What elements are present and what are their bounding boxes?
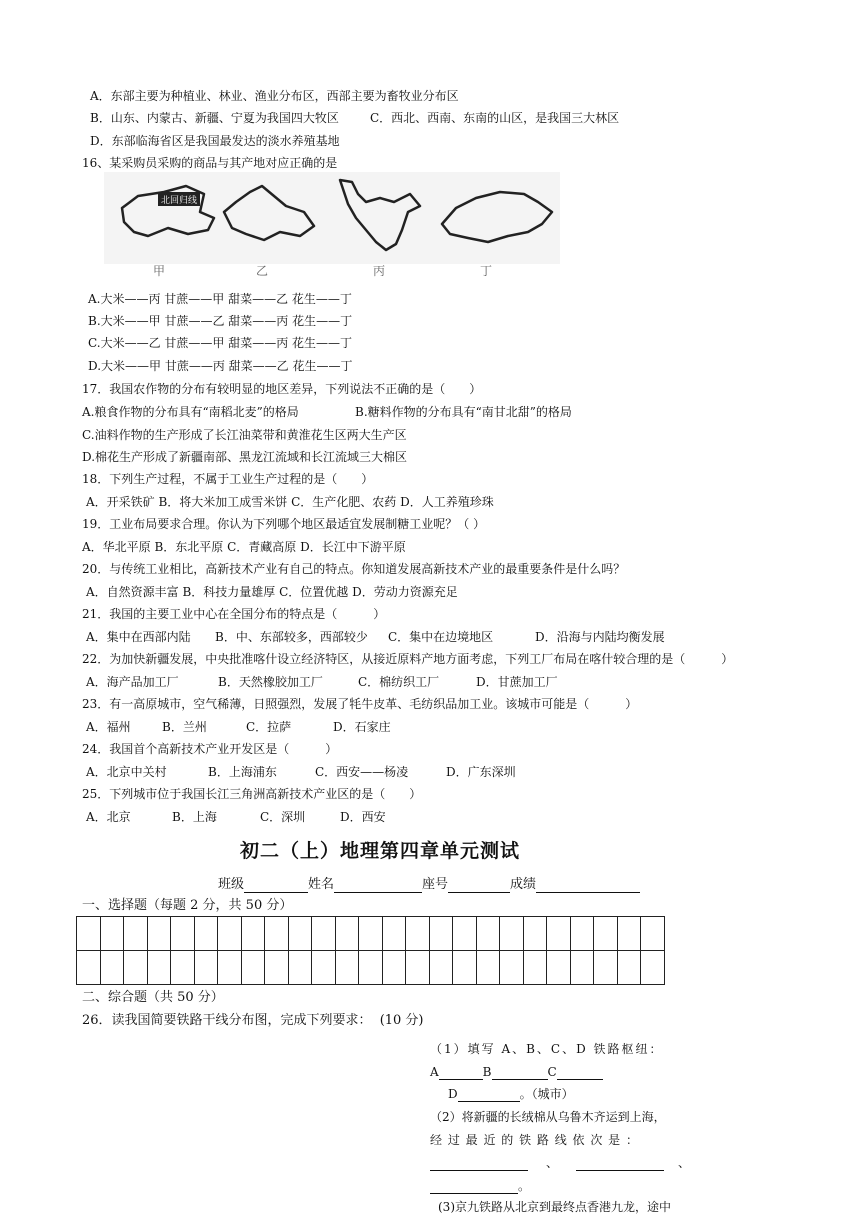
answer-cell[interactable] [241,917,265,951]
answer-cell[interactable] [500,951,524,985]
q16-option-b: B.大米——甲 甘蔗——乙 甜菜——丙 花生——丁 [88,314,353,328]
answer-cell[interactable] [570,951,594,985]
answer-cell[interactable] [523,917,547,951]
q22-option-c: C．棉纺织工厂 [358,675,440,689]
answer-cell[interactable] [617,917,641,951]
answer-cell[interactable] [265,917,289,951]
map-label-yi: 乙 [256,264,269,278]
answer-grid-row-1 [77,917,665,951]
province-map-ding [442,192,552,242]
q15-option-b: B．山东、内蒙古、新疆、宁夏为我国四大牧区 [90,111,339,125]
q17-option-c: C.油料作物的生产形成了长江油菜带和黄淮花生区两大生产区 [82,428,407,442]
map-label-bing: 丙 [373,264,386,278]
q24-option-d: D．广东深圳 [446,765,516,779]
answer-cell[interactable] [570,917,594,951]
answer-cell[interactable] [171,917,195,951]
answer-cell[interactable] [382,917,406,951]
answer-cell[interactable] [194,917,218,951]
q22-stem: 22．为加快新疆发展，中央批准喀什设立经济特区，从接近原料产地方面考虑，下列工厂布局在喀什较合理的是（ ） [82,652,734,666]
q25-stem: 25．下列城市位于我国长江三角洲高新技术产业区的是（ ） [82,787,422,801]
map-label-jia: 甲 [153,264,166,278]
answer-cell[interactable] [453,951,477,985]
q26-route-line-2 [430,1178,530,1194]
q26-hub-line-1 [430,1064,603,1080]
answer-cell[interactable] [476,951,500,985]
q26-stem-line [82,1013,424,1029]
q24-option-a: A．北京中关村 [86,765,167,779]
q21-option-b: B．中、东部较多，西部较少 [215,630,368,644]
q19-options: A．华北平原 B．东北平原 C．青藏高原 D．长江中下游平原 [82,540,406,554]
route-sep-2: 、 [678,1156,691,1170]
route-field-3[interactable] [430,1180,518,1194]
q22-option-d: D．甘蔗加工厂 [476,675,558,689]
answer-grid-row-2 [77,951,665,985]
q17-stem: 17．我国农作物的分布有较明显的地区差异，下列说法不正确的是（ ） [82,382,482,396]
hub-a-field[interactable] [439,1066,483,1080]
q16-option-d: D.大米——甲 甘蔗——丙 甜菜——乙 花生——丁 [88,359,353,373]
province-outline-maps [104,172,560,264]
answer-cell[interactable] [147,951,171,985]
q26-part3: (3)京九铁路从北京到最终点香港九龙，途中 [438,1200,671,1214]
q18-stem: 18．下列生产过程，不属于工业生产过程的是（ ） [82,472,374,486]
q15-option-c: C．西北、西南、东南的山区，是我国三大林区 [370,111,620,125]
answer-cell[interactable] [100,951,124,985]
answer-cell[interactable] [312,917,336,951]
answer-cell[interactable] [124,951,148,985]
q25-option-c: C．深圳 [260,810,306,824]
map-label-ding: 丁 [480,264,493,278]
q15-option-d: D．东部临海省区是我国最发达的淡水养殖基地 [90,134,340,148]
hub-c-field[interactable] [557,1066,603,1080]
seat-field[interactable] [448,879,510,893]
q26-route-line-1 [430,1155,690,1171]
student-info-line [218,877,640,893]
hub-a-label: A [430,1065,439,1079]
answer-cell[interactable] [77,951,101,985]
answer-cell[interactable] [77,917,101,951]
answer-cell[interactable] [429,951,453,985]
answer-cell[interactable] [359,917,383,951]
answer-cell[interactable] [218,917,242,951]
q26-stem: 26．读我国简要铁路干线分布图，完成下列要求： [82,1013,372,1028]
q25-option-d: D．西安 [340,810,386,824]
answer-cell[interactable] [406,917,430,951]
score-field[interactable] [536,879,640,893]
q23-option-a: A．福州 [86,720,131,734]
section2-heading: 二、综合题（共 50 分） [82,990,224,1005]
hub-c-label: C [547,1065,557,1079]
q20-options: A．自然资源丰富 B．科技力量雄厚 C．位置优越 D．劳动力资源充足 [86,585,458,599]
answer-cell[interactable] [288,917,312,951]
q17-option-b: B.糖料作物的分布具有“南甘北甜”的格局 [355,405,572,419]
route-field-1[interactable] [430,1157,528,1171]
answer-cell[interactable] [194,951,218,985]
answer-cell[interactable] [218,951,242,985]
q18-options: A．开采铁矿 B．将大米加工成雪米饼 C．生产化肥、农药 D．人工养殖珍珠 [86,495,494,509]
q26-points: (10 分) [379,1013,424,1028]
tropic-label: 北回归线 [160,196,198,206]
q26-hub-line-2 [448,1086,574,1102]
q17-option-a: A.粮食作物的分布具有“南稻北麦”的格局 [82,405,299,419]
answer-cell[interactable] [288,951,312,985]
q23-stem: 23．有一高原城市，空气稀薄，日照强烈，发展了牦牛皮革、毛纺织品加工业。该城市可能是（ ） [82,697,638,711]
answer-cell[interactable] [241,951,265,985]
q21-stem: 21．我国的主要工业中心在全国分布的特点是（ ） [82,607,386,621]
q19-stem: 19．工业布局要求合理。你认为下列哪个地区最适宜发展制糖工业呢？（ ） [82,517,486,531]
page-title: 初二（上）地理第四章单元测试 [239,840,520,862]
answer-cell[interactable] [265,951,289,985]
section1-heading: 一、选择题（每题 2 分，共 50 分） [82,898,293,913]
q23-option-d: D．石家庄 [333,720,391,734]
province-map-bing [340,180,420,250]
answer-cell[interactable] [594,951,618,985]
q23-option-b: B．兰州 [162,720,207,734]
answer-cell[interactable] [523,951,547,985]
class-label: 班级 [218,877,245,892]
q26-part2-line1: （2）将新疆的长绒棉从乌鲁木齐运到上海， [430,1110,666,1124]
q25-option-b: B．上海 [172,810,217,824]
answer-grid [76,916,665,985]
answer-cell[interactable] [547,951,571,985]
q16-stem: 16、某采购员采购的商品与其产地对应正确的是 [82,156,338,170]
answer-cell[interactable] [335,917,359,951]
answer-cell[interactable] [406,951,430,985]
q22-option-b: B．天然橡胶加工厂 [218,675,323,689]
answer-cell[interactable] [147,917,171,951]
q15-option-a: A．东部主要为种植业、林业、渔业分布区，西部主要为畜牧业分布区 [90,89,459,103]
city-note: 。（城市） [519,1087,574,1101]
answer-cell[interactable] [476,917,500,951]
q24-stem: 24．我国首个高新技术产业开发区是（ ） [82,742,338,756]
hub-b-field[interactable] [492,1066,548,1080]
answer-cell[interactable] [124,917,148,951]
hub-d-field[interactable] [458,1088,520,1102]
q16-option-c: C.大米——乙 甘蔗——甲 甜菜——丙 花生——丁 [88,336,353,350]
q21-option-c: C．集中在边境地区 [388,630,494,644]
q21-option-a: A．集中在西部内陆 [86,630,191,644]
q23-option-c: C．拉萨 [246,720,292,734]
answer-cell[interactable] [171,951,195,985]
q24-option-c: C．西安——杨凌 [315,765,409,779]
answer-cell[interactable] [312,951,336,985]
route-end: 。 [518,1179,531,1193]
answer-cell[interactable] [500,917,524,951]
answer-cell[interactable] [453,917,477,951]
answer-cell[interactable] [359,951,383,985]
name-field[interactable] [334,879,422,893]
q21-option-d: D．沿海与内陆均衡发展 [535,630,665,644]
q20-stem: 20．与传统工业相比，高新技术产业有自己的特点。你知道发展高新技术产业的最重要条件是什么吗？ [82,562,626,576]
class-field[interactable] [244,879,308,893]
answer-cell[interactable] [594,917,618,951]
route-field-2[interactable] [576,1157,664,1171]
answer-cell[interactable] [100,917,124,951]
answer-cell[interactable] [382,951,406,985]
answer-cell[interactable] [617,951,641,985]
q26-part1: （1）填写 A、B、C、D 铁路枢纽： [430,1042,664,1056]
answer-cell[interactable] [641,951,665,985]
province-map-yi [224,186,314,240]
q26-part2-line2: 经 过 最 近 的 铁 路 线 依 次 是 ： [430,1133,639,1147]
route-sep-1: 、 [546,1156,559,1170]
province-maps-svg [104,172,560,264]
q17-option-d: D.棉花生产形成了新疆南部、黑龙江流域和长江流域三大棉区 [82,450,408,464]
answer-cell[interactable] [335,951,359,985]
q25-option-a: A．北京 [86,810,131,824]
q22-option-a: A．海产品加工厂 [86,675,179,689]
name-label: 姓名 [308,877,335,892]
seat-label: 座号 [422,877,449,892]
q24-option-b: B．上海浦东 [208,765,277,779]
score-label: 成绩 [510,877,537,892]
answer-cell[interactable] [641,917,665,951]
hub-b-label: B [482,1065,492,1079]
hub-d-label: D [448,1087,458,1101]
q16-option-a: A.大米——丙 甘蔗——甲 甜菜——乙 花生——丁 [88,292,352,306]
answer-cell[interactable] [547,917,571,951]
answer-cell[interactable] [429,917,453,951]
